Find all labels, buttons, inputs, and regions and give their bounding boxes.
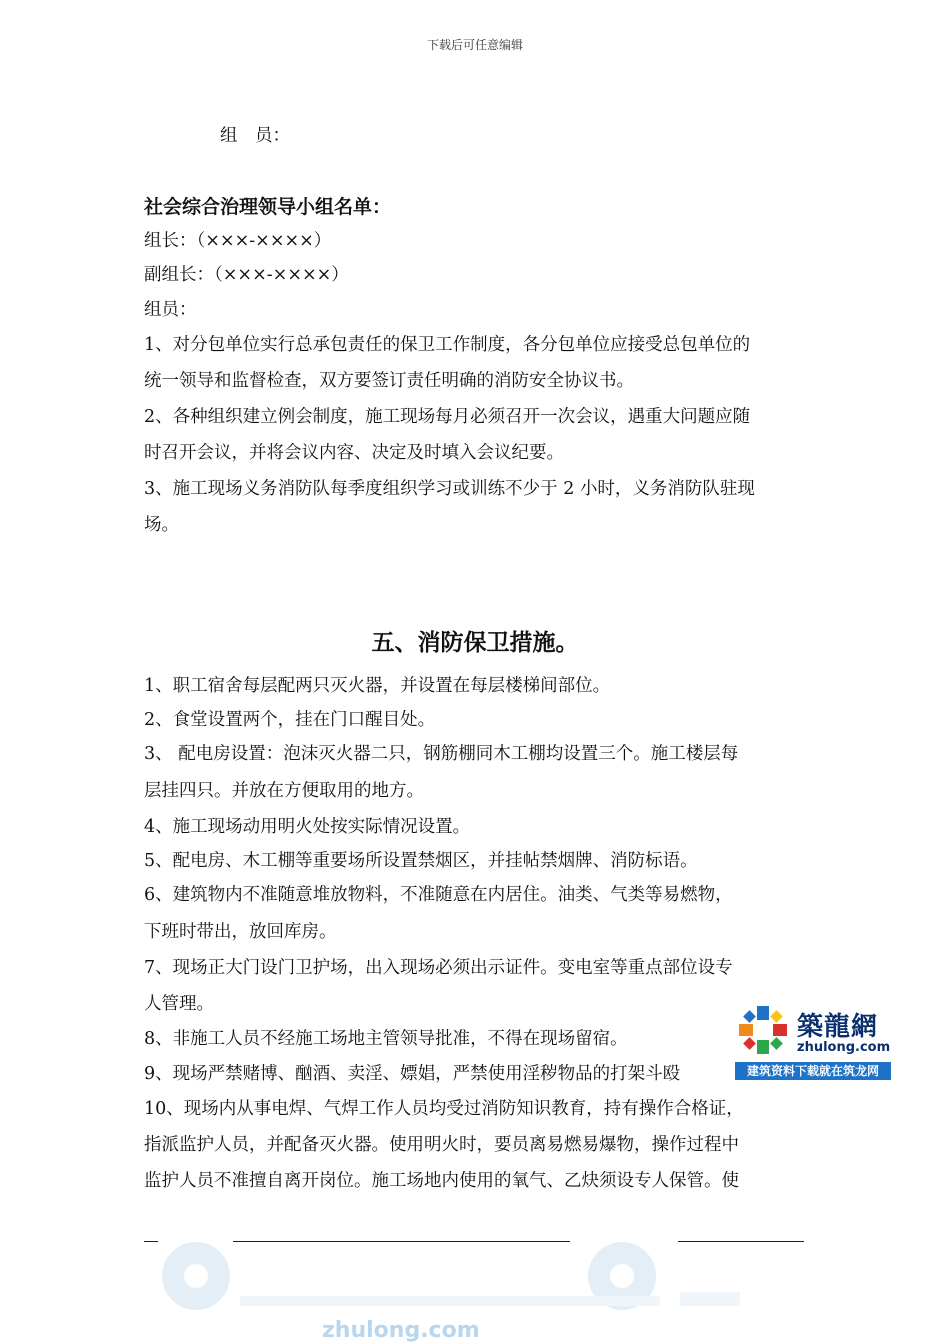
section-title: 五、消防保卫措施。 xyxy=(371,630,579,656)
measure-1: 1、职工宿舍每层配两只灭火器，并设置在每层楼梯间部位。 xyxy=(144,676,611,696)
leader-line: 组长：（×××-××××） xyxy=(144,231,332,251)
zhulong-logo-icon xyxy=(737,1004,789,1056)
group-heading: 社会综合治理领导小组名单： xyxy=(144,196,392,218)
measure-6b: 下班时带出，放回库房。 xyxy=(144,922,337,942)
members-line: 组员： xyxy=(144,300,197,320)
logo-tagline: 建筑资料下载就在筑龙网 xyxy=(735,1062,891,1080)
measure-3b: 层挂四只。并放在方便取用的地方。 xyxy=(144,781,424,801)
item-1b: 统一领导和监督检查，双方要签订责任明确的消防安全协议书。 xyxy=(144,371,634,391)
item-1a: 1、对分包单位实行总承包责任的保卫工作制度，各分包单位应接受总包单位的 xyxy=(144,335,751,355)
measure-10c: 监护人员不准擅自离开岗位。施工场地内使用的氧气、乙炔须设专人保管。使 xyxy=(144,1171,739,1191)
logo-domain: zhulong.com xyxy=(797,1040,891,1055)
item-3b: 场。 xyxy=(144,515,179,535)
measure-5: 5、配电房、木工棚等重要场所设置禁烟区，并挂帖禁烟牌、消防标语。 xyxy=(144,851,698,871)
measure-4: 4、施工现场动用明火处按实际情况设置。 xyxy=(144,817,471,837)
item-2b: 时召开会议，并将会议内容、决定及时填入会议纪要。 xyxy=(144,443,564,463)
measure-3a: 3、 配电房设置：泡沫灭火器二只，钢筋棚同木工棚均设置三个。施工楼层每 xyxy=(144,744,739,764)
measure-2: 2、食堂设置两个，挂在门口醒目处。 xyxy=(144,710,436,730)
measure-7a: 7、现场正大门设门卫护场，出入现场必须出示证件。变电室等重点部位设专 xyxy=(144,958,733,978)
members-label-top: 组 员： xyxy=(220,126,290,146)
zhulong-logo xyxy=(733,1000,891,1080)
measure-8: 8、非施工人员不经施工场地主管领导批准，不得在现场留宿。 xyxy=(144,1029,628,1049)
item-2a: 2、各种组织建立例会制度，施工现场每月必须召开一次会议，遇重大问题应随 xyxy=(144,407,751,427)
item-3a: 3、施工现场义务消防队每季度组织学习或训练不少于 2 小时，义务消防队驻现 xyxy=(144,479,755,499)
measure-7b: 人管理。 xyxy=(144,994,214,1014)
measure-10a: 10、现场内从事电焊、气焊工作人员均受过消防知识教育，持有操作合格证， xyxy=(144,1099,744,1119)
header-note: 下载后可任意编辑 xyxy=(426,38,523,52)
measure-10b: 指派监护人员，并配备灭火器。使用明火时，要员离易燃易爆物，操作过程中 xyxy=(144,1135,739,1155)
logo-name: 築龍網 xyxy=(797,1012,879,1042)
measure-6a: 6、建筑物内不准随意堆放物料，不准随意在内居住。油类、气类等易燃物， xyxy=(144,885,733,905)
deputy-line: 副组长：（×××-××××） xyxy=(144,265,349,285)
measure-9: 9、现场严禁赌博、酗酒、卖淫、嫖娼，严禁使用淫秽物品的打架斗殴 xyxy=(144,1064,681,1084)
watermark-text: zhulong.com xyxy=(322,1318,480,1343)
